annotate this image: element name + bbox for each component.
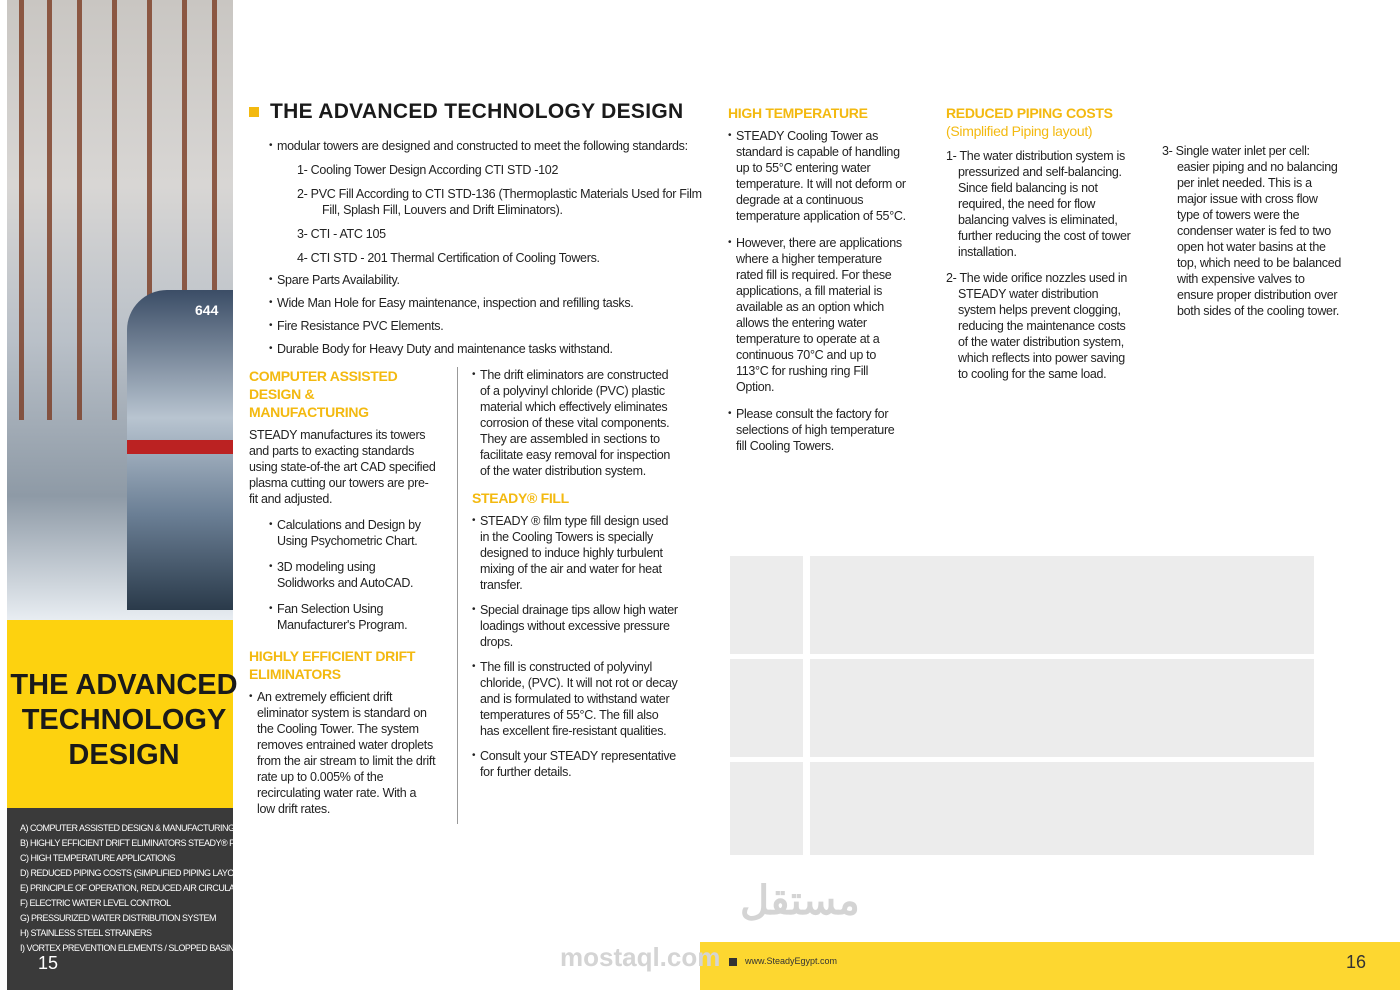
contents-item: G) PRESSURIZED WATER DISTRIBUTION SYSTEM (20, 913, 217, 923)
drift-bullet: • The drift eliminators are constructed of a polyvinyl chloride (PVC) plastic material which effectively eliminates corrosion of these vital components. They are assembled in sections to facilitate easy removal for inspection of the water distribution system. (472, 367, 679, 479)
high-temp-bullet: • STEADY Cooling Tower as standard is capable of handling up to 55°C entering water temperature. It will not deform or degrade at a continuous temperature application of 55°C. (728, 128, 908, 224)
page-number-left: 15 (38, 953, 59, 973)
watermark-latin: mostaql.com (560, 942, 721, 972)
high-temp-section (728, 104, 908, 461)
fill-section (472, 489, 679, 780)
fill-bullet: • STEADY ® film type fill design used in the Cooling Towers is specially designed to induce highly turbulent mixing of the air and water for heat transfer. (472, 513, 679, 593)
section-heading: HIGH TEMPERATURE (728, 105, 868, 121)
image-placeholder (730, 556, 803, 654)
contents-item: H) STAINLESS STEEL STRAINERS (20, 928, 152, 938)
image-placeholder (730, 659, 803, 757)
section-heading: REDUCED PIPING COSTS (946, 105, 1113, 121)
footer-bar (700, 942, 1400, 990)
train-image: 644 (127, 290, 233, 610)
feature-bullet: • Wide Man Hole for Easy maintenance, inspection and refilling tasks. (269, 295, 714, 311)
drift-section (249, 647, 436, 817)
image-placeholder (810, 659, 1314, 757)
watermark-arabic: مستقل (740, 879, 860, 923)
feature-bullet: • Durable Body for Heavy Duty and maintenance tasks withstand. (269, 341, 714, 357)
section-heading: COMPUTER ASSISTED DESIGN & MANUFACTURING (249, 368, 398, 420)
page-title: THE ADVANCED TECHNOLOGY DESIGN (270, 100, 684, 123)
cover-title: THE ADVANCED TECHNOLOGY DESIGN (10, 669, 238, 771)
piping-section (946, 104, 1131, 392)
intro-text: • modular towers are designed and constructed to meet the following standards: (269, 138, 714, 154)
section-body: STEADY manufactures its towers and parts to exacting standards using state-of-the art CAD specified plasma cutting our towers are pre-fit and adjusted. (249, 428, 436, 506)
title-square-icon (249, 107, 259, 117)
standards-section (249, 138, 714, 357)
fill-bullet: • Special drainage tips allow high water loadings without excessive pressure drops. (472, 602, 679, 650)
image-placeholder (730, 762, 803, 855)
contents-item: I) VORTEX PREVENTION ELEMENTS / SLOPPED BASIN (20, 943, 234, 953)
contents-item: B) HIGHLY EFFICIENT DRIFT ELIMINATORS STEADY® FILL (20, 838, 246, 848)
standard-item: 1- Cooling Tower Design According CTI STD -102 (297, 163, 559, 177)
website-link[interactable]: www.SteadyEgypt.com (745, 956, 838, 966)
piping-item-3: 3- Single water inlet per cell: easier piping and no balancing per inlet needed. This is a major issue with cross flow type of towers were the condenser water is fed to two open hot water basins at the top, which need to be balanced with expensive valves to ensure proper distribution over both sides of the cooling tower. (1162, 144, 1342, 318)
contents-item: A) COMPUTER ASSISTED DESIGN & MANUFACTURING. (20, 823, 237, 833)
image-placeholder (810, 762, 1314, 855)
standard-item: 4- CTI STD - 201 Thermal Certification of Cooling Towers. (297, 251, 600, 265)
main-content (249, 100, 714, 824)
contents-list (20, 821, 253, 956)
section-heading: STEADY® FILL (472, 490, 569, 506)
page-number-right: 16 (1346, 952, 1367, 972)
cad-bullet: • Fan Selection Using Manufacturer's Program. (269, 601, 436, 633)
standard-item: 2- PVC Fill According to CTI STD-136 (Thermoplastic Materials Used for Film Fill, Splash Fill, Louvers and Drift Eliminators). (297, 187, 702, 217)
drift-bullet: • An extremely efficient drift eliminator system is standard on the Cooling Tower. The system removes entrained water droplets from the air stream to limit the drift rate up to 0.005% of the recirculating water rate. With a low drift rates. (249, 689, 436, 817)
lower-columns (249, 367, 714, 824)
section-heading: HIGHLY EFFICIENT DRIFT ELIMINATORS (249, 648, 416, 682)
drift-eliminator-text (472, 367, 679, 479)
piping-item: 1- The water distribution system is pressurized and self-balancing. Since field balancing is not required, the need for flow balancing valves is eliminated, further reducing the cost of tower installation. (946, 149, 1131, 259)
high-temp-bullet: • Please consult the factory for selections of high temperature fill Cooling Towers. (728, 406, 908, 454)
piping-item: 2- The wide orifice nozzles used in STEADY water distribution system helps prevent clogging, reducing the maintenance costs of the water distribution system, which reflects into power saving to cooling for the same load. (946, 271, 1128, 381)
section-subheading: (Simplified Piping layout) (946, 123, 1093, 139)
contents-item: D) REDUCED PIPING COSTS (SIMPLIFIED PIPING LAYOUT) (20, 868, 248, 878)
fill-bullet: • The fill is constructed of polyvinyl chloride, (PVC). It will not rot or decay and is formulated to withstand water temperatures of 55°C. The fill also has excellent fire-resistant qualities. (472, 659, 679, 739)
contents-item: E) PRINCIPLE OF OPERATION, REDUCED AIR CIRCULATION (20, 883, 254, 893)
cad-bullet: • 3D modeling using Solidworks and AutoCAD. (269, 559, 436, 591)
feature-bullet: • Spare Parts Availability. (269, 272, 714, 288)
contents-item: C) HIGH TEMPERATURE APPLICATIONS (20, 853, 176, 863)
right-column (457, 367, 679, 824)
feature-bullet: • Fire Resistance PVC Elements. (269, 318, 714, 334)
web-icon (729, 958, 737, 966)
cover-photo (7, 0, 233, 620)
cad-bullet: • Calculations and Design by Using Psychometric Chart. (269, 517, 436, 549)
cad-section (249, 367, 436, 633)
fill-bullet: • Consult your STEADY representative for further details. (472, 748, 679, 780)
image-placeholder (810, 556, 1314, 654)
contents-item: F) ELECTRIC WATER LEVEL CONTROL (20, 898, 171, 908)
high-temp-bullet: • However, there are applications where a higher temperature rated fill is required. For these applications, a fill material is available as an option which allows the entering water temperature to operate at a continuous 70°C and up to 113°C for rushing ring Fill Option. (728, 235, 908, 395)
page-title-row (249, 100, 714, 124)
left-column (249, 367, 444, 824)
standard-item: 3- CTI - ATC 105 (297, 227, 386, 241)
